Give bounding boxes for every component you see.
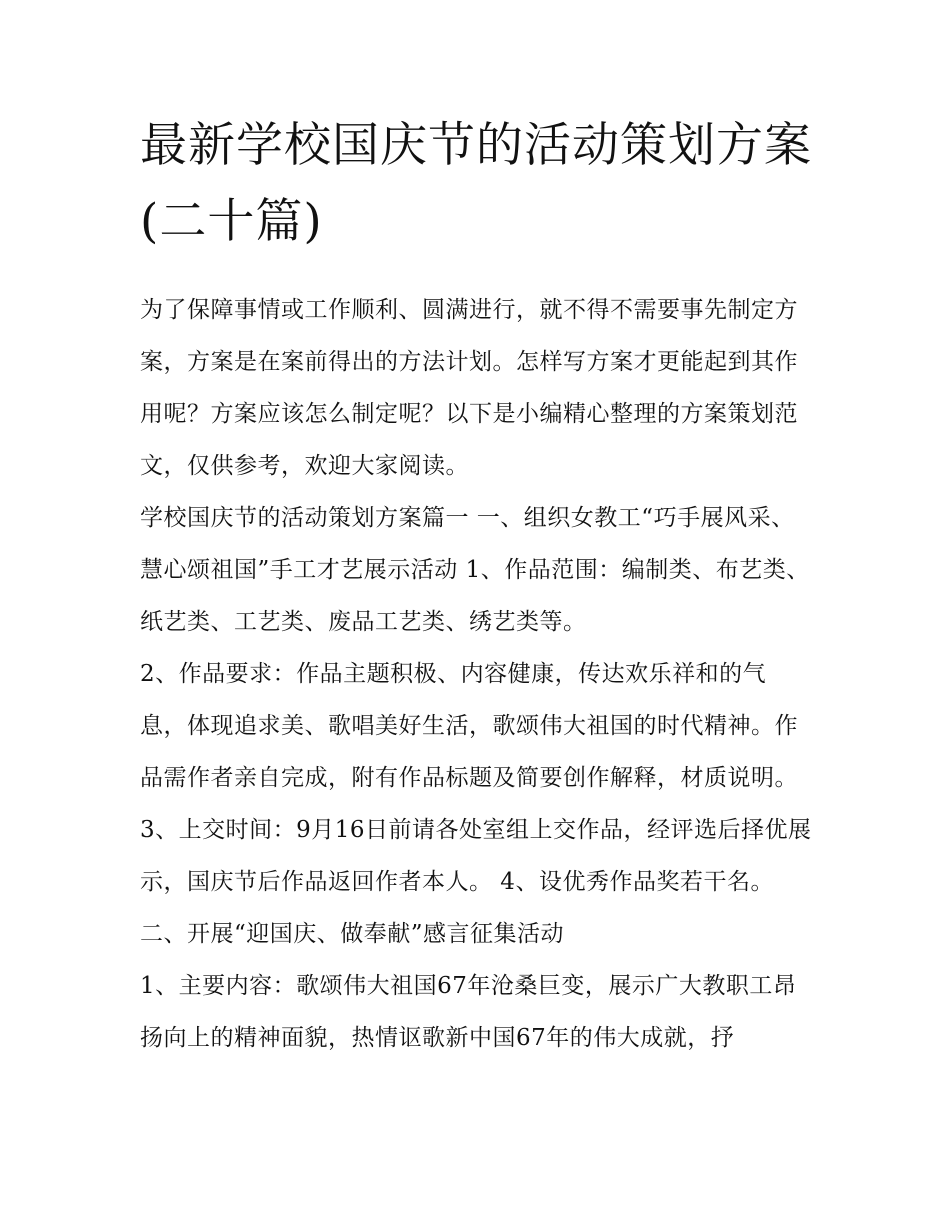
paragraph-main-content: 1、主要内容：歌颂伟大祖国67年沧桑巨变，展示广大教职工昂扬向上的精神面貌，热情讴歌新中国67年的伟大成就，抒 <box>140 973 797 1051</box>
document-title: 最新学校国庆节的活动策划方案(二十篇) <box>140 118 812 249</box>
paragraph-work-requirements: 2、作品要求：作品主题积极、内容健康，传达欢乐祥和的气息，体现追求美、歌唱美好生活，歌颂伟大祖国的时代精神。作品需作者亲自完成，附有作品标题及简要创作解释，材质说明。 <box>140 661 798 791</box>
paragraph-submission-time: 3、上交时间：9月16日前请各处室组上交作品，经评选后择优展示，国庆节后作品返回作者本人。 4、设优秀作品奖若干名。 二、开展“迎国庆、做奉献”感言征集活动 <box>140 817 812 947</box>
paragraph-intro: 为了保障事情或工作顺利、圆满进行，就不得不需要事先制定方案，方案是在案前得出的方法计划。怎样写方案才更能起到其作用呢？方案应该怎么制定呢？以下是小编精心整理的方案策划范文，仅供参考，欢迎大家阅读。 <box>140 297 798 479</box>
paragraph-activity-one: 学校国庆节的活动策划方案篇一 一、组织女教工“巧手展风采、慧心颂祖国”手工才艺展示活动 1、作品范围：编制类、布艺类、纸艺类、工艺类、废品工艺类、绣艺类等。 <box>140 505 810 635</box>
document-body <box>140 108 812 1064</box>
